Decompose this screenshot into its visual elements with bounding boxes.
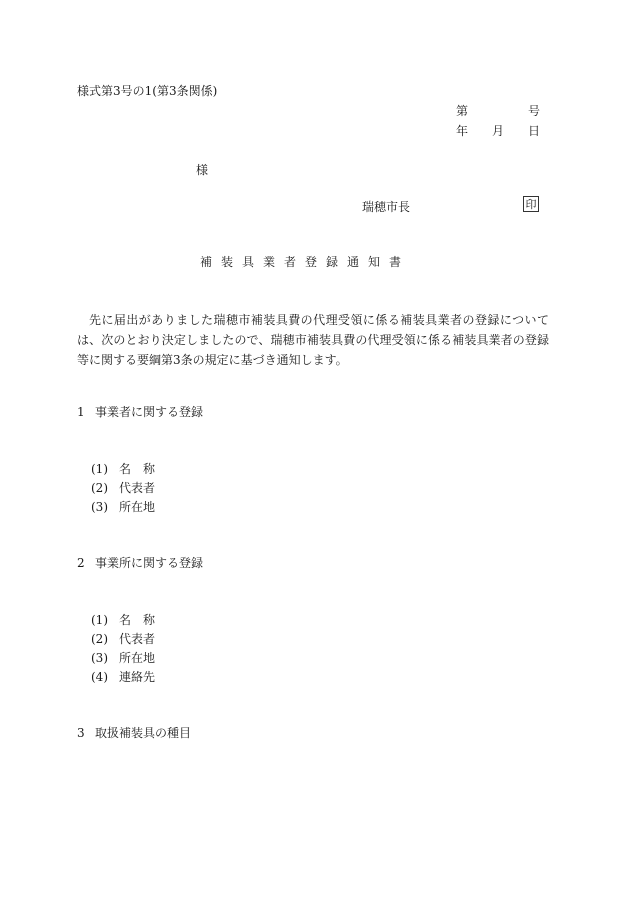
document-number-prefix: 第 [456, 104, 469, 118]
item-label: 連絡先 [119, 670, 156, 684]
item-number: (2) [91, 481, 108, 495]
date-year-label: 年 [456, 124, 469, 138]
list-item [91, 499, 155, 515]
section-title: 事業所に関する登録 [95, 556, 204, 570]
section-number: 2 [77, 556, 85, 570]
form-number: 様式第3号の1(第3条関係) [77, 84, 218, 98]
seal-stamp-box: 印 [523, 196, 539, 212]
item-number: (3) [91, 500, 108, 514]
list-item [91, 461, 155, 477]
section-title: 事業者に関する登録 [95, 405, 204, 419]
item-label: 名 称 [119, 613, 156, 627]
list-item [91, 631, 155, 647]
item-label: 名 称 [119, 462, 156, 476]
section-heading [77, 404, 203, 420]
item-label: 代表者 [119, 632, 156, 646]
body-paragraph: 先に届出がありました瑞穂市補装具費の代理受領に係る補装具業者の登録については、次のとおり決定しましたので、瑞穂市補装具費の代理受領に係る補装具業者の登録等に関する要綱第3条の規定に基づき通知します。 [77, 313, 549, 367]
list-item [91, 669, 155, 685]
list-item [91, 650, 155, 666]
section-number: 1 [77, 405, 85, 419]
section-title: 取扱補装具の種目 [95, 726, 192, 740]
list-item [91, 480, 155, 496]
item-label: 所在地 [119, 500, 156, 514]
list-item [91, 612, 155, 628]
date-month-label: 月 [492, 124, 505, 138]
document-title: 補装具業者登録通知書 [200, 255, 411, 269]
item-number: (1) [91, 613, 108, 627]
section-heading [77, 555, 203, 571]
item-number: (4) [91, 670, 108, 684]
item-number: (1) [91, 462, 108, 476]
addressee-suffix: 様 [196, 163, 209, 177]
sender-name: 瑞穂市長 [362, 200, 411, 214]
section-heading [77, 725, 191, 741]
item-label: 代表者 [119, 481, 156, 495]
item-label: 所在地 [119, 651, 156, 665]
section-number: 3 [77, 726, 85, 740]
item-number: (3) [91, 651, 108, 665]
item-number: (2) [91, 632, 108, 646]
date-day-label: 日 [528, 124, 541, 138]
document-number-suffix: 号 [528, 104, 541, 118]
